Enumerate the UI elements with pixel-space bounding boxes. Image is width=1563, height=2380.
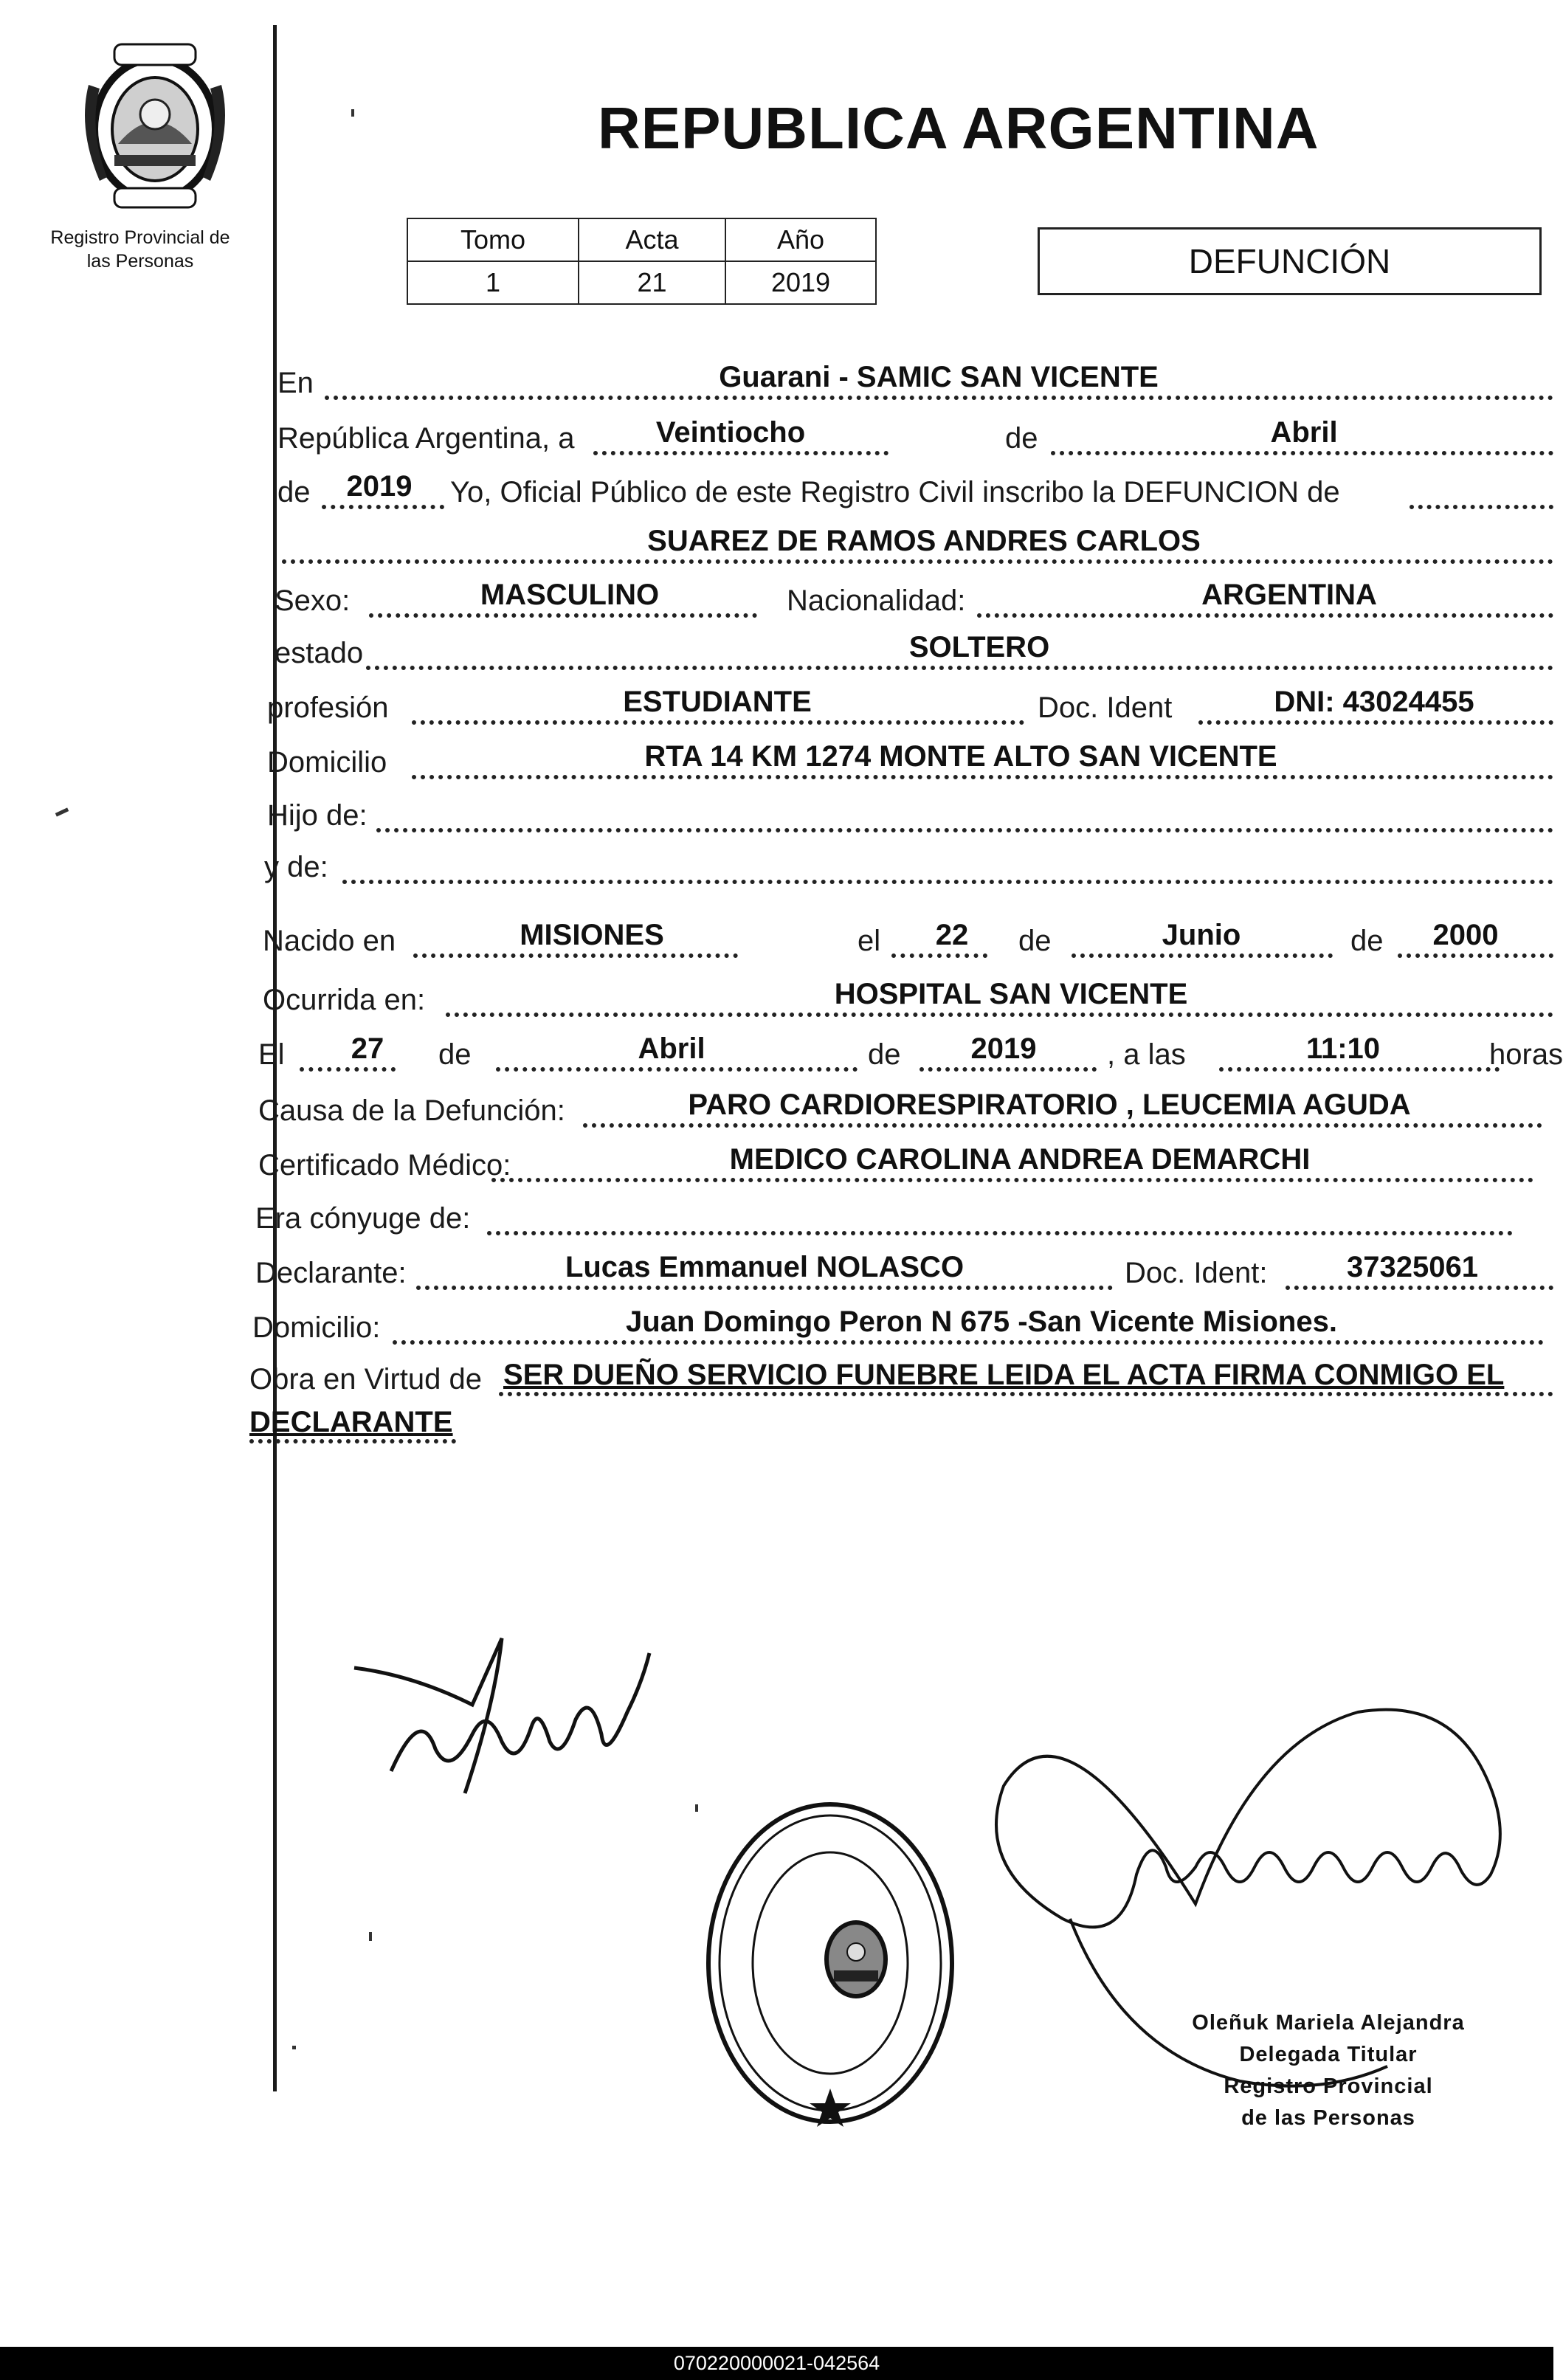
- value-def-dia: 27: [351, 1032, 384, 1065]
- form-line-domicilio-declarante: [252, 1299, 1553, 1349]
- label-en: En: [277, 367, 314, 399]
- label-estado: estado: [275, 637, 364, 669]
- label-profesion: profesión: [267, 691, 389, 724]
- dotted-line: [446, 1013, 1553, 1017]
- form-line-certificado: [258, 1136, 1553, 1187]
- table-row: [407, 261, 876, 304]
- official-signature-caption: [1136, 2007, 1520, 2134]
- dotted-line: [491, 1178, 1533, 1182]
- value-def-hora: 11:10: [1305, 1032, 1381, 1065]
- label-causa: Causa de la Defunción:: [258, 1094, 565, 1127]
- form-line-place: [275, 354, 1553, 404]
- value-declarante: Lucas Emmanuel NOLASCO: [565, 1251, 965, 1283]
- value-domicilio-declarante: Juan Domingo Peron N 675 -San Vicente Misiones.: [626, 1305, 1337, 1338]
- label-de: de: [1005, 422, 1038, 455]
- dotted-line: [499, 1392, 1553, 1396]
- dotted-line: [322, 505, 444, 509]
- label-doc-ident-declarante: Doc. Ident:: [1125, 1257, 1268, 1289]
- footer-bar: [0, 2347, 1553, 2380]
- label-ocurrida-en: Ocurrida en:: [263, 984, 426, 1016]
- value-obra-line2: DECLARANTE: [249, 1406, 453, 1438]
- label-y-de: y de:: [264, 851, 328, 883]
- scan-speck: [292, 2046, 296, 2049]
- dotted-line: [325, 396, 1553, 400]
- form-line-yde: [264, 838, 1553, 889]
- form-line-statement: [275, 463, 1553, 514]
- value-causa: PARO CARDIORESPIRATORIO , LEUCEMIA AGUDA: [688, 1089, 1411, 1121]
- label-de: de: [277, 476, 311, 508]
- form-line-causa: [258, 1082, 1553, 1132]
- table-header-row: [407, 218, 876, 261]
- value-deceased-name: SUAREZ DE RAMOS ANDRES CARLOS: [647, 525, 1201, 557]
- form-line-deceased-name: [275, 518, 1553, 568]
- label-certificado: Certificado Médico:: [258, 1149, 511, 1182]
- value-def-anio: 2019: [970, 1032, 1037, 1065]
- value-certificado: MEDICO CAROLINA ANDREA DEMARCHI: [729, 1143, 1311, 1176]
- dotted-line: [919, 1067, 1097, 1072]
- label-nacionalidad: Nacionalidad:: [787, 584, 966, 617]
- dotted-line: [487, 1231, 1513, 1235]
- dotted-line: [593, 451, 889, 455]
- form-line-hijo: [267, 787, 1553, 837]
- registry-name-line1: Registro Provincial de: [50, 227, 230, 248]
- dotted-line: [1286, 1286, 1553, 1290]
- label-de: de: [868, 1038, 901, 1071]
- label-conyuge: Era cónyuge de:: [255, 1202, 471, 1235]
- dotted-line: [1398, 953, 1553, 958]
- label-domicilio-declarante: Domicilio:: [252, 1311, 381, 1344]
- dotted-line: [891, 953, 987, 958]
- label-domicilio: Domicilio: [267, 746, 387, 779]
- dotted-line: [249, 1439, 456, 1443]
- header-anio: Año: [725, 218, 876, 261]
- value-anio: 2019: [725, 261, 876, 304]
- label-de: de: [1018, 925, 1052, 957]
- value-nacido-lugar: MISIONES: [520, 919, 664, 951]
- dotted-line: [1410, 505, 1553, 509]
- value-nacido-mes: Junio: [1162, 919, 1241, 951]
- page-title: REPUBLICA ARGENTINA: [598, 95, 1319, 161]
- dotted-line: [1072, 953, 1333, 958]
- dotted-line: [583, 1123, 1542, 1128]
- form-line-conyuge: [255, 1190, 1553, 1240]
- provincia-de-misiones-crest-icon: [63, 41, 247, 210]
- label-doc-ident: Doc. Ident: [1038, 691, 1173, 724]
- form-line-domicilio: [267, 734, 1553, 784]
- official-office-line1: Registro Provincial: [1224, 2074, 1433, 2098]
- official-office-line2: de las Personas: [1241, 2106, 1415, 2130]
- label-el: El: [258, 1038, 285, 1071]
- dotted-line: [1051, 451, 1553, 455]
- dotted-line: [369, 613, 757, 618]
- value-doc-ident: DNI: 43024455: [1274, 686, 1474, 718]
- label-hijo: Hijo de:: [267, 799, 368, 832]
- form-line-date: [275, 410, 1553, 460]
- value-profesion: ESTUDIANTE: [623, 686, 812, 718]
- value-acta: 21: [579, 261, 725, 304]
- label-obra-en-virtud: Obra en Virtud de: [249, 1363, 483, 1396]
- header-acta: Acta: [579, 218, 725, 261]
- value-sexo: MASCULINO: [480, 579, 660, 611]
- label-republica: República Argentina, a: [277, 422, 575, 455]
- dotted-line: [1219, 1067, 1500, 1072]
- form-line-obra: [249, 1351, 1553, 1446]
- scan-speck: [695, 1804, 698, 1812]
- registry-name-line2: las Personas: [86, 251, 194, 272]
- dotted-line: [412, 720, 1024, 725]
- scan-speck: [55, 807, 69, 816]
- dotted-line: [416, 1286, 1113, 1290]
- registry-name: [22, 226, 258, 273]
- form-line-ocurrida: [263, 971, 1553, 1021]
- dotted-line: [376, 828, 1553, 832]
- form-line-sexo: [275, 572, 1553, 622]
- value-def-mes: Abril: [638, 1032, 705, 1065]
- dotted-line: [977, 613, 1553, 618]
- form-line-nacido: [263, 912, 1553, 962]
- document-code: 070220000021-042564: [673, 2352, 880, 2374]
- dotted-line: [366, 666, 1553, 670]
- dotted-line: [342, 880, 1553, 884]
- form-line-fecha-defuncion: [258, 1026, 1563, 1076]
- dotted-line: [300, 1067, 396, 1072]
- value-estado: SOLTERO: [908, 631, 1050, 663]
- value-nacionalidad: ARGENTINA: [1201, 579, 1377, 611]
- value-ocurrida: HOSPITAL SAN VICENTE: [834, 978, 1188, 1010]
- form-line-estado: [275, 624, 1553, 675]
- dotted-line: [393, 1340, 1544, 1345]
- dotted-line: [412, 775, 1553, 779]
- value-domicilio: RTA 14 KM 1274 MONTE ALTO SAN VICENTE: [644, 740, 1277, 773]
- dotted-line: [282, 559, 1553, 564]
- declarant-signature-icon: [347, 1624, 657, 1815]
- official-title: Delegada Titular: [1239, 2043, 1418, 2066]
- act-type-box: DEFUNCIÓN: [1038, 227, 1542, 295]
- value-tomo: 1: [407, 261, 579, 304]
- value-place: Guarani - SAMIC SAN VICENTE: [719, 361, 1159, 393]
- label-el: el: [858, 925, 881, 957]
- header-tomo: Tomo: [407, 218, 579, 261]
- value-nacido-anio: 2000: [1432, 919, 1499, 951]
- scan-speck: [369, 1932, 372, 1941]
- label-sexo: Sexo:: [275, 584, 351, 617]
- stamp-crest-icon: [815, 1911, 897, 2007]
- statement-text: Yo, Oficial Público de este Registro Civil inscribo la DEFUNCION de: [450, 476, 1340, 508]
- official-name: Oleñuk Mariela Alejandra: [1192, 2011, 1465, 2035]
- scan-speck: [351, 109, 354, 117]
- value-doc-ident-declarante: 37325061: [1347, 1251, 1478, 1283]
- form-line-profesion: [267, 679, 1553, 729]
- form-line-declarante: [255, 1244, 1553, 1294]
- value-day-words: Veintiocho: [655, 416, 806, 449]
- dotted-line: [1198, 720, 1553, 725]
- label-de: de: [1350, 925, 1384, 957]
- label-declarante: Declarante:: [255, 1257, 407, 1289]
- dotted-line: [496, 1067, 858, 1072]
- value-nacido-dia: 22: [935, 919, 969, 951]
- value-year: 2019: [346, 470, 413, 503]
- label-de: de: [438, 1038, 472, 1071]
- label-a-las: , a las: [1107, 1038, 1186, 1071]
- dotted-line: [413, 953, 738, 958]
- value-obra-line1: SER DUEÑO SERVICIO FUNEBRE LEIDA EL ACTA FIRMA CONMIGO EL: [503, 1359, 1505, 1391]
- label-nacido-en: Nacido en: [263, 925, 396, 957]
- value-month: Abril: [1270, 416, 1338, 449]
- tomo-acta-anio-table: [407, 218, 877, 305]
- label-horas: horas: [1489, 1038, 1563, 1071]
